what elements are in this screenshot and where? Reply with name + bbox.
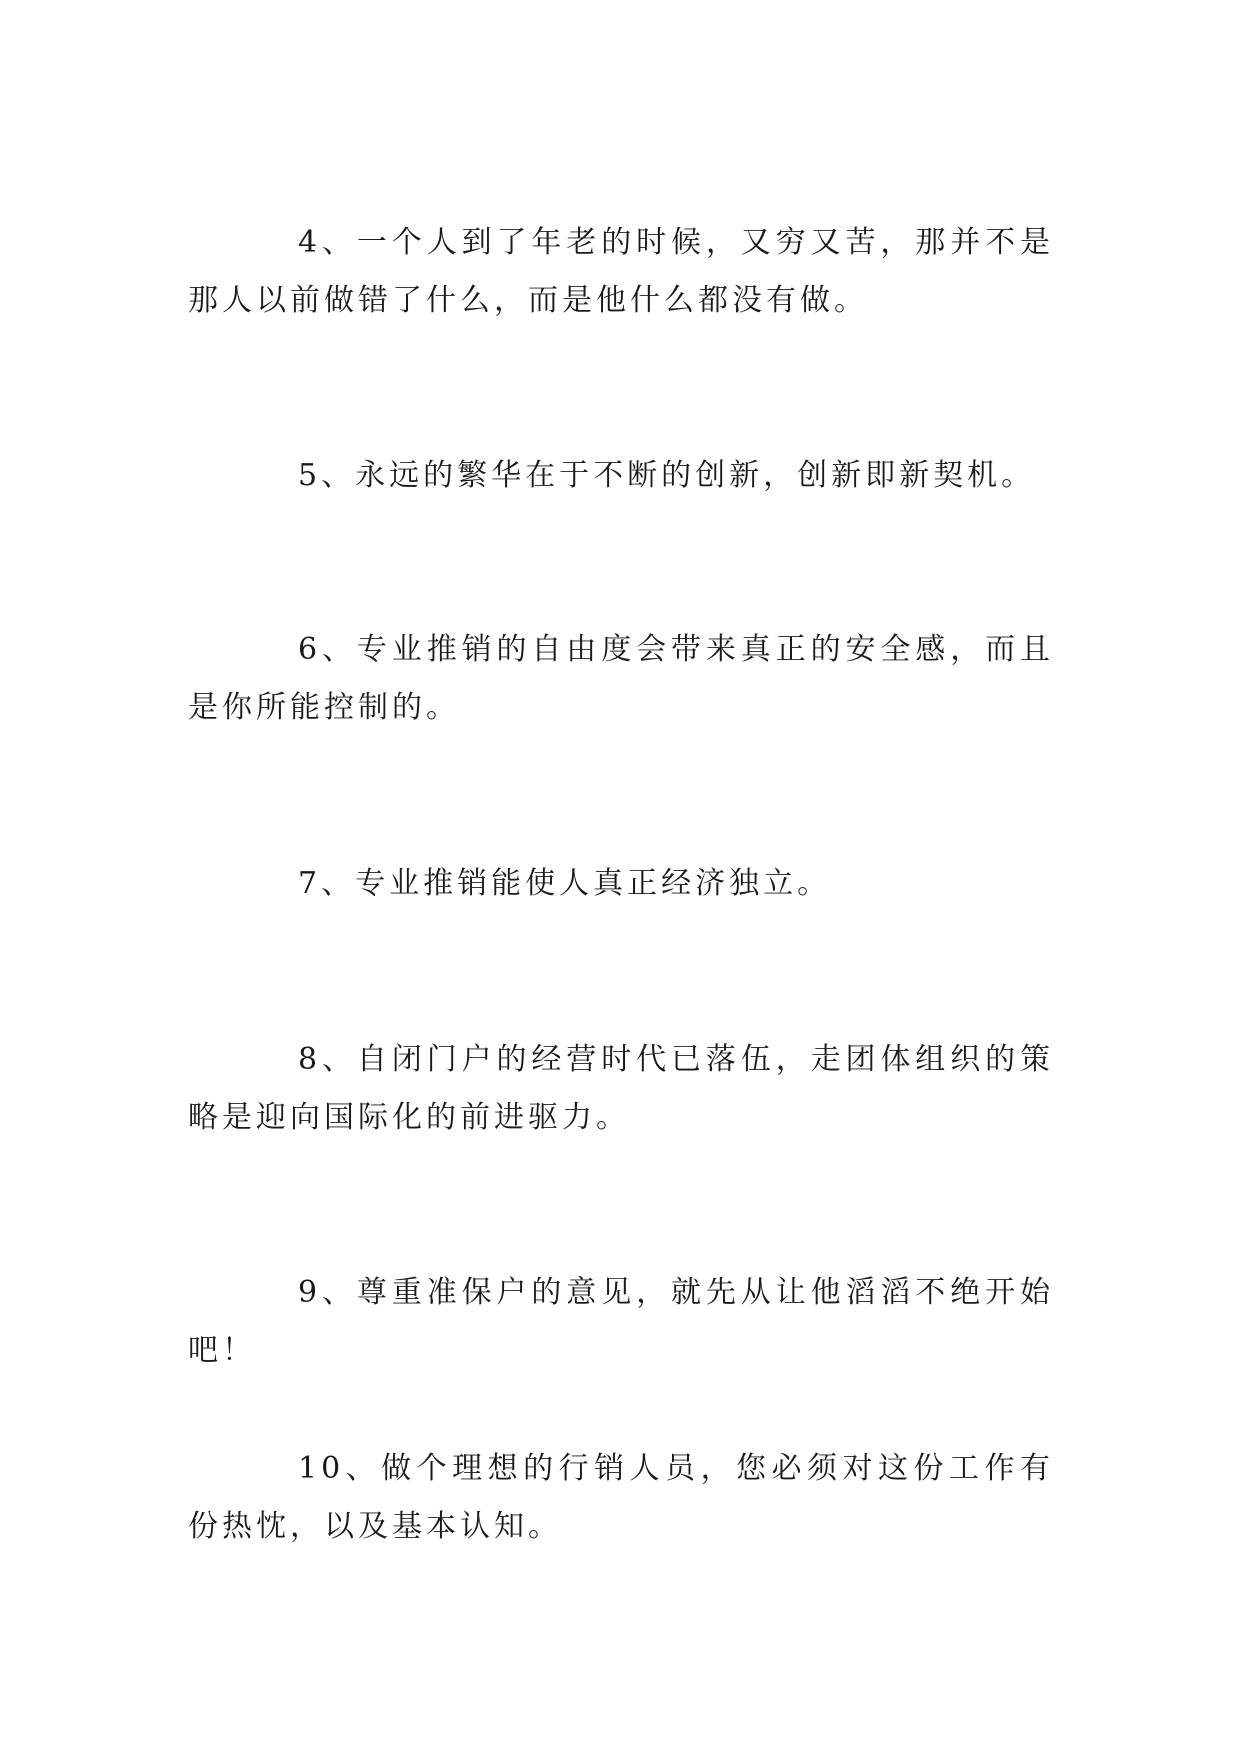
quote-item-5: 5、永远的繁华在于不断的创新，创新即新契机。 bbox=[298, 458, 1036, 493]
quote-item-4: 4、一个人到了年老的时候，又穷又苦，那并不是那人以前做错了什么，而是他什么都没有做。 bbox=[188, 225, 1054, 318]
quote-item-9: 9、尊重准保户的意见，就先从让他滔滔不绝开始吧！ bbox=[188, 1275, 1054, 1368]
quote-item-8: 8、自闭门户的经营时代已落伍，走团体组织的策略是迎向国际化的前进驱力。 bbox=[188, 1042, 1054, 1135]
quote-item-10: 10、做个理想的行销人员，您必须对这份工作有份热忱，以及基本认知。 bbox=[188, 1451, 1054, 1544]
quote-item-7: 7、专业推销能使人真正经济独立。 bbox=[298, 866, 832, 901]
quote-item-6: 6、专业推销的自由度会带来真正的安全感，而且是你所能控制的。 bbox=[188, 632, 1054, 725]
